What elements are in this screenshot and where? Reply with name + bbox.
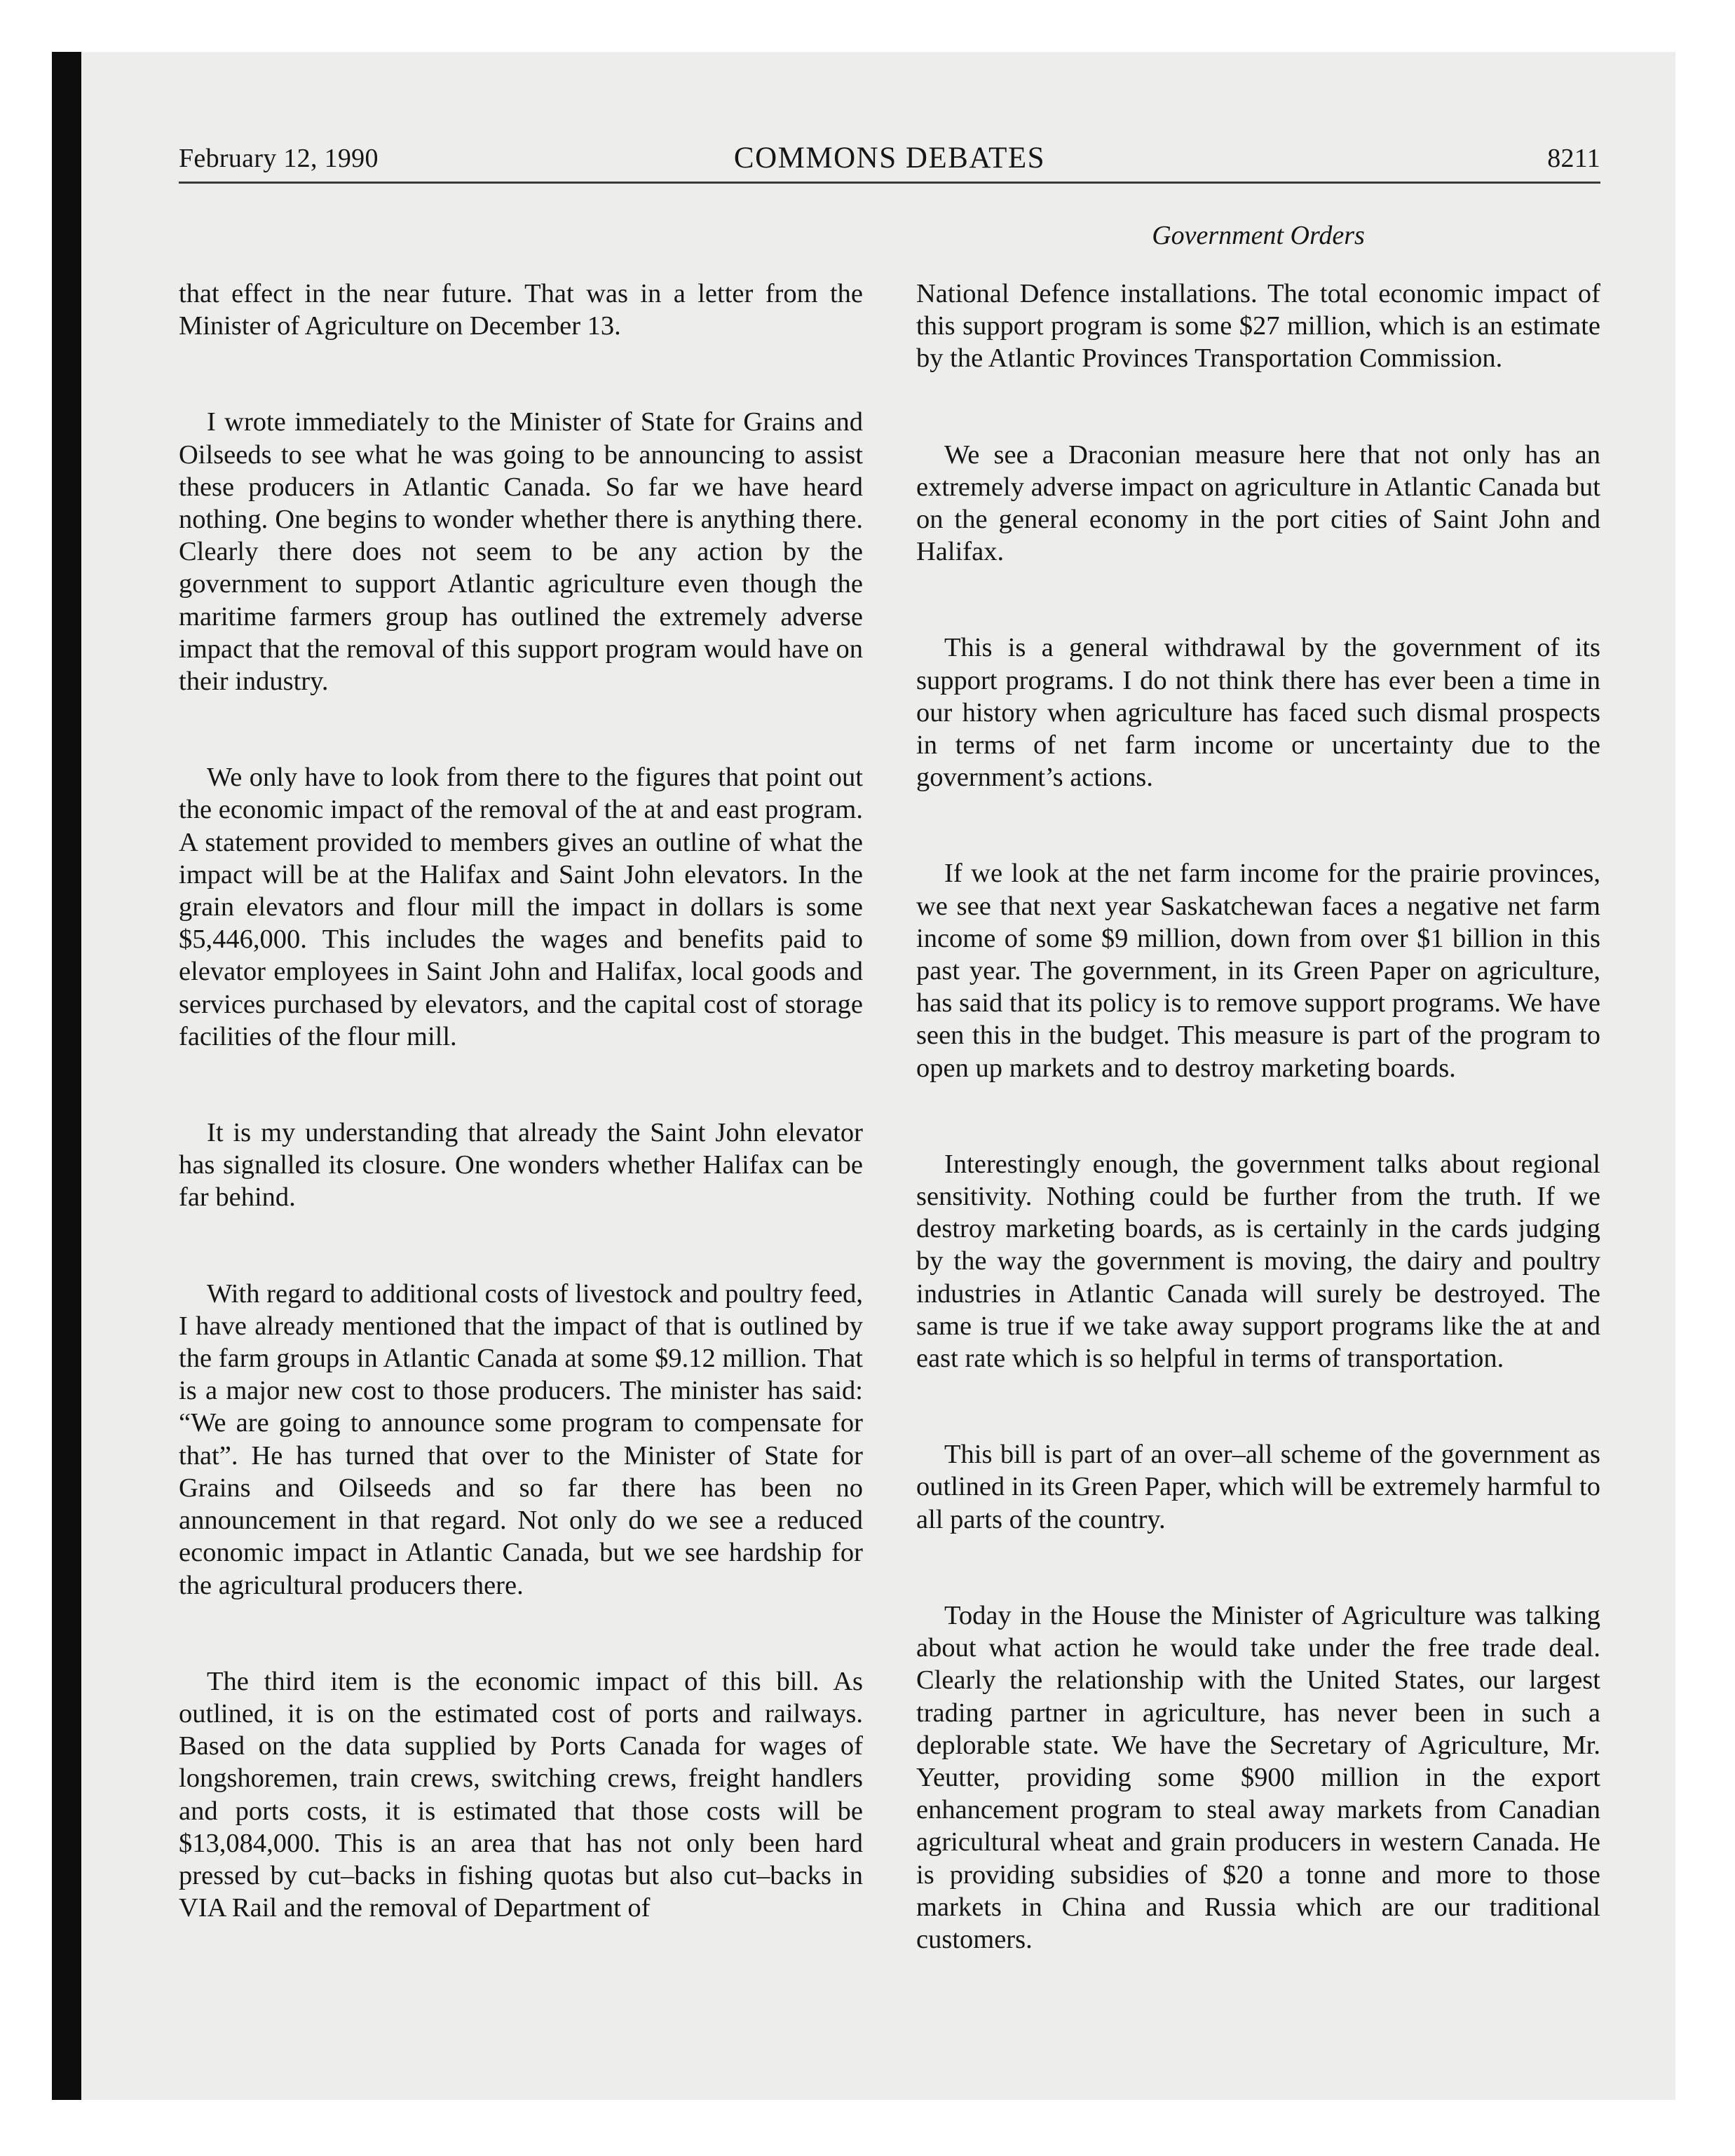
binding-edge <box>52 52 81 2100</box>
paragraph: Interestingly enough, the government talks about regional sensitivity. Nothing could be further from the truth. If we destroy marketing boards, as is certainly in the cards judging by the way the government is moving, the dairy and poultry industries in Atlantic Canada will surely be destroyed. The same is true if we take away support programs like the at and east rate which is so helpful in terms of transportation. <box>916 1149 1600 1374</box>
paragraph: We see a Draconian measure here that not only has an extremely adverse impact on agriculture in Atlantic Canada but on the general economy in the port cities of Saint John and Halifax. <box>916 439 1600 567</box>
paragraph: The third item is the economic impact of this bill. As outlined, it is on the estimated cost of ports and railways. Based on the data supplied by Ports Canada for wages of longshoremen, train crews, switching crews, freight handlers and ports costs, it is estimated that those costs will be $13,084,000. This is an area that has not only been hard pressed by cut–backs in fishing quotas but also cut–backs in VIA Rail and the removal of Department of <box>179 1666 863 1923</box>
left-column <box>179 278 863 1924</box>
paragraph: This is a general withdrawal by the government of its support programs. I do not think there has ever been a time in our history when agriculture has faced such dismal prospects in terms of net farm income or uncertainty due to the government’s actions. <box>916 633 1600 793</box>
paragraph: With regard to additional costs of livestock and poultry feed, I have already mentioned that the impact of that is outlined by the farm groups in Atlantic Canada at some $9.12 million. That is a major new cost to those producers. The minister has said: “We are going to announce some program to compensate for that”. He has turned that over to the Minister of State for Grains and Oilseeds and so far there has been no announcement in that regard. Not only do we see a reduced economic impact in Atlantic Canada, but we see hardship for the agricultural producers there. <box>179 1278 863 1600</box>
header-title: COMMONS DEBATES <box>733 142 1046 175</box>
header-date: February 12, 1990 <box>179 144 379 173</box>
page-number: 8211 <box>1547 144 1600 173</box>
paragraph: Today in the House the Minister of Agriculture was talking about what action he would take under the free trade deal. Clearly the relationship with the United States, our largest trading partner in agriculture, has never been in such a deplorable state. We have the Secretary of Agriculture, Mr. Yeutter, providing some $900 million in the export enhancement program to steal away markets from Canadian agricultural wheat and grain producers in western Canada. He is providing subsidies of $20 a tonne and more to those markets in China and Russia which are our traditional customers. <box>916 1600 1600 1954</box>
running-head <box>179 137 1600 179</box>
paragraph: If we look at the net farm income for the prairie provinces, we see that next year Saskatchewan faces a negative net farm income of some $9 million, down from over $1 billion in this past year. The government, in its Green Paper on agriculture, has said that its policy is to remove support programs. We have seen this in the budget. This measure is part of the program to open up markets and to destroy marketing boards. <box>916 859 1600 1083</box>
paragraph: It is my understanding that already the Saint John elevator has signalled its closure. One wonders whether Halifax can be far behind. <box>179 1118 863 1213</box>
right-column <box>916 278 1600 1956</box>
paragraph: National Defence installations. The total economic impact of this support program is some $27 million, which is an estimate by the Atlantic Provinces Transportation Commission. <box>916 279 1600 374</box>
paragraph: We only have to look from there to the figures that point out the economic impact of the removal of the at and east program. A statement provided to members gives an outline of what the impact will be at the Halifax and Saint John elevators. In the grain elevators and flour mill the impact in dollars is some $5,446,000. This includes the wages and benefits paid to elevator employees in Saint John and Halifax, local goods and services purchased by elevators, and the capital cost of storage facilities of the flour mill. <box>179 763 863 1051</box>
header-rule <box>179 182 1600 184</box>
paragraph: This bill is part of an over–all scheme of the government as outlined in its Green Paper, which will be extremely harmful to all parts of the country. <box>916 1440 1600 1534</box>
section-title: Government Orders <box>1152 221 1365 250</box>
paragraph: that effect in the near future. That was in a letter from the Minister of Agriculture on December 13. <box>179 279 863 341</box>
paragraph: I wrote immediately to the Minister of State for Grains and Oilseeds to see what he was going to be announcing to assist these producers in Atlantic Canada. So far we have heard nothing. One begins to wonder whether there is anything there. Clearly there does not seem to be any action by the government to support Atlantic agriculture even though the maritime farmers group has outlined the extremely adverse impact that the removal of this support program would have on their industry. <box>179 407 863 697</box>
